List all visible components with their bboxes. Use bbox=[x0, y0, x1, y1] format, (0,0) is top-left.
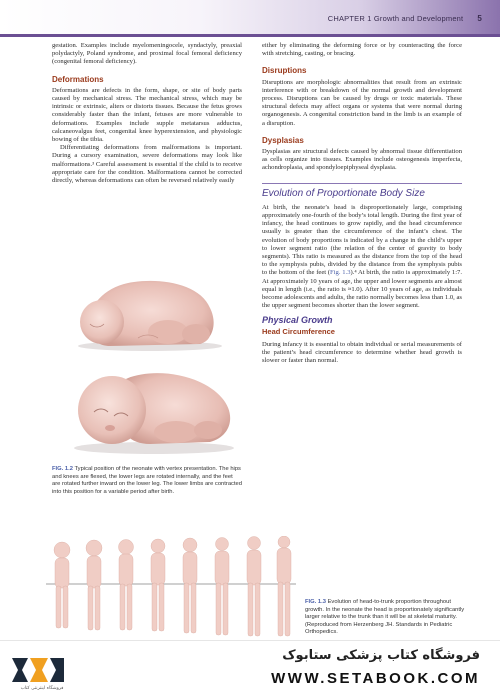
deformations-heading: Deformations bbox=[52, 74, 104, 84]
figure-1-3-link[interactable]: Fig. 1.3 bbox=[330, 269, 351, 277]
child-figure-1 bbox=[54, 542, 70, 628]
figure-1-3-label: FIG. 1.3 bbox=[305, 599, 326, 605]
child-figure-2 bbox=[86, 540, 102, 630]
disruptions-paragraph: Disruptions are morphologic abnormalities that result from an extrinsic interference with or breakdown of the normal growth and development process. Disruptions can be caused by drugs or toxic materials. These structural defects may affect organs or systems that were normal during organogenesis. A congenital constriction band in the limb is an example of a disruption. bbox=[262, 78, 462, 127]
child-figures bbox=[54, 536, 291, 636]
right-column bbox=[262, 42, 462, 366]
figure-1-2-label: FIG. 1.2 bbox=[52, 466, 73, 472]
head-circumference-paragraph: During infancy it is essential to obtain individual or serial measurements of the patient’s head circumference to determine whether head growth is slower or faster than normal. bbox=[262, 340, 462, 365]
child-figure-5 bbox=[183, 538, 197, 633]
disruptions-heading: Disruptions bbox=[262, 66, 307, 76]
evolution-text-b: ).⁴ At birth, the ratio is approximately 1:7. At approximately 10 years of age, the upper and lower segments are almost equal in length (i.e., the ratio is ≈1.0). After 10 years of age, as individuals become adolescents and adults, the ratio normally becomes less than 1.0, as the upper segment becomes shorter than the lower segment. bbox=[262, 269, 462, 310]
left-column bbox=[52, 42, 242, 185]
chapter-title: CHAPTER 1 Growth and Development bbox=[327, 14, 464, 23]
head-trunk-proportion-illustration bbox=[46, 536, 296, 638]
physical-growth-heading: Physical Growth bbox=[262, 315, 333, 326]
head-circumference-heading: Head Circumference bbox=[262, 326, 335, 336]
neonate-side-view bbox=[78, 281, 222, 351]
figure-1-3-caption bbox=[305, 599, 465, 637]
child-figure-7 bbox=[247, 537, 261, 637]
deformations-paragraph-1: Deformations are defects in the form, shape, or site of body parts caused by mechanical stress. The mechanical stress, which may be intrinsic or extrinsic, alters or distorts tissues. Because the fetus grows considerably faster than the infant, fetuses are more vulnerable to deformations. Examples include supple metatarsus adductus, calcaneovalgus feet, congenital knee hyperextension, and physiologic bowing of the tibia. bbox=[52, 86, 242, 144]
evolution-text-a: At birth, the neonate’s head is disproportionately large, comprising approximately one-fourth of the body’s total length. During the first year of infancy, the head continues to grow rapidly, and the head circumference usually is greater than the circumference of the infant’s chest. The evolution of body proportions is indicated by a change in the child’s upper to lower segment ratio (the relation of the center of gravity to body segments). This ratio is measured as the distance from the top of the head to the symphysis pubis, divided by the distance from the symphysis pubis to the bottom of the feet ( bbox=[262, 203, 462, 277]
figure-1-2-caption bbox=[52, 466, 242, 496]
header-strip bbox=[0, 34, 500, 37]
dysplasias-paragraph: Dysplasias are structural defects caused by abnormal tissue differentiation as cells organize into tissues. Examples include osteogenesis imperfecta, achondroplasia, and spondyloepiphyseal dysplasia. bbox=[262, 148, 462, 172]
right-intro-paragraph: either by eliminating the deforming force or by counteracting the force with stretching, casting, or bracing. bbox=[262, 42, 462, 58]
evolution-heading: Evolution of Proportionate Body Size bbox=[262, 183, 462, 198]
child-figure-8 bbox=[277, 536, 291, 636]
page-number: 5 bbox=[477, 14, 482, 23]
running-header bbox=[328, 14, 482, 23]
shop-url[interactable]: WWW.SETABOOK.COM bbox=[271, 670, 480, 687]
left-intro-paragraph: gestation. Examples include myelomeningocele, syndactyly, preaxial polydactyly, Poland syndrome, and proximal focal femoral deficiency (congenital femoral deficiency). bbox=[52, 42, 242, 66]
evolution-paragraph bbox=[262, 204, 462, 311]
neonate-position-illustration bbox=[50, 262, 248, 462]
logo-caption: فروشگاه اینترنتی کتاب bbox=[20, 686, 64, 691]
figure-1-2-caption-text: Typical position of the neonate with vertex presentation. The hips and knees are flexed, the lower legs are rotated internally, and the feet are rotated further inward on the lower leg. The lower limbs are contracted into this position for a variable period after birth. bbox=[52, 466, 242, 495]
neonate-front-view bbox=[74, 373, 234, 454]
deformations-paragraph-2: Differentiating deformations from malformations is important. During a cursory examination, severe deformations may look like malformations.³ Careful assessment is essential if the child is to receive appropriate care for the condition. Malformations cannot be corrected directly, whereas deformations can often be reversed relatively easily bbox=[52, 144, 242, 185]
shop-title: فروشگاه کتاب پزشکی ستابوک bbox=[282, 648, 480, 663]
figure-1-3-caption-text: Evolution of head-to-trunk proportion throughout growth. In the neonate the head is proportionately significantly larger relative to the trunk than it will be at skeletal maturity. (Reproduced from Herzenberg JH. Standards in Pediatric Orthopedics. bbox=[305, 599, 465, 636]
dysplasias-heading: Dysplasias bbox=[262, 135, 304, 145]
child-figure-3 bbox=[119, 540, 134, 631]
child-figure-4 bbox=[151, 539, 165, 631]
child-figure-6 bbox=[215, 538, 229, 636]
